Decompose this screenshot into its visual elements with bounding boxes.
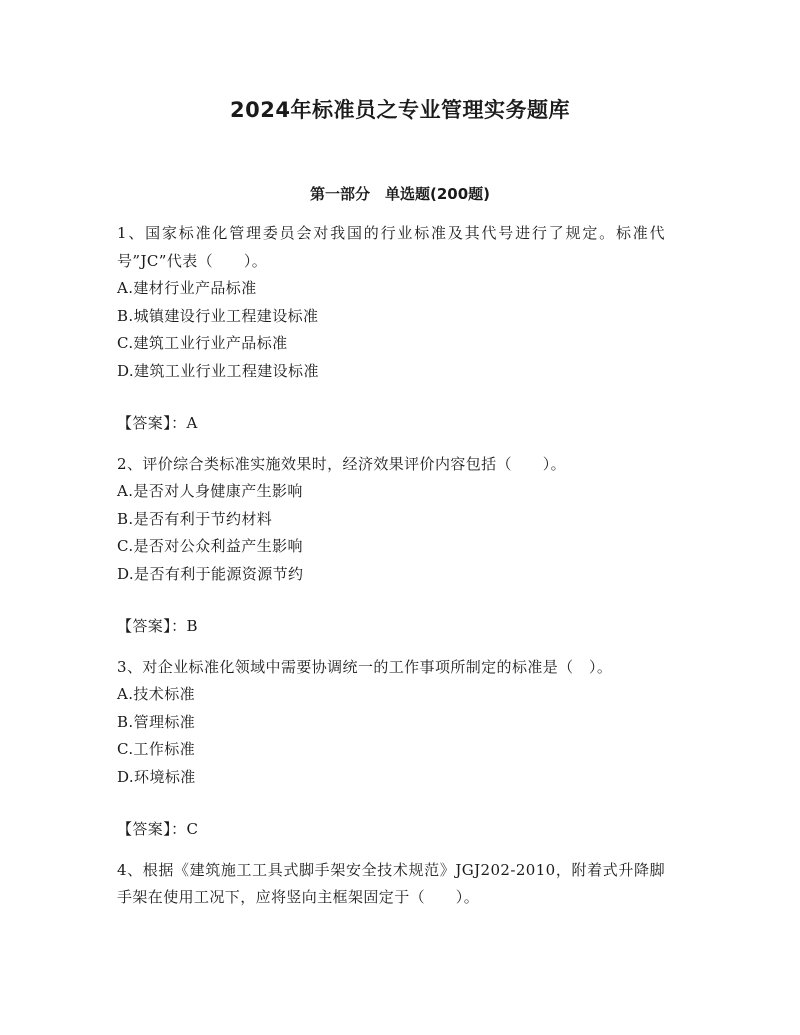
question-option: D.建筑工业行业工程建设标准	[117, 361, 319, 380]
question-option: B.是否有利于节约材料	[117, 509, 273, 528]
question-stem: 1、国家标准化管理委员会对我国的行业标准及其代号进行了规定。标准代号”JC”代表（ ）。	[117, 224, 665, 270]
question-option: B.管理标准	[117, 712, 196, 731]
answer-label: 【答案】：	[117, 820, 187, 838]
question-option: A.建材行业产品标准	[117, 279, 257, 297]
answer-label: 【答案】：	[117, 414, 187, 432]
question-option: D.环境标准	[117, 767, 196, 786]
section-title: 第一部分 单选题(200题)	[309, 185, 491, 203]
answer-value: B	[186, 617, 198, 635]
question-option: C.工作标准	[117, 740, 196, 758]
question-stem: 2、评价综合类标准实施效果时，经济效果评价内容包括（ ）。	[117, 454, 567, 473]
question-option: D.是否有利于能源资源节约	[117, 564, 304, 583]
answer-line	[117, 410, 665, 438]
question-item	[117, 220, 665, 438]
answer-label: 【答案】：	[117, 617, 187, 635]
answer-value: C	[186, 820, 199, 838]
question-option: C.是否对公众利益产生影响	[117, 537, 303, 555]
document-title: 2024年标准员之专业管理实务题库	[230, 98, 570, 122]
question-list	[117, 220, 665, 912]
question-option: A.技术标准	[117, 685, 196, 703]
question-item	[117, 451, 665, 641]
question-option: A.是否对人身健康产生影响	[117, 482, 303, 500]
question-item	[117, 857, 665, 912]
question-option: C.建筑工业行业产品标准	[117, 334, 288, 352]
question-item	[117, 654, 665, 844]
question-stem: 4、根据《建筑施工工具式脚手架安全技术规范》JGJ202-2010，附着式升降脚手架在使用工况下，应将竖向主框架固定于（ ）。	[117, 860, 665, 906]
answer-value: A	[186, 414, 198, 432]
answer-line	[117, 816, 665, 844]
question-option: B.城镇建设行业工程建设标准	[117, 306, 319, 325]
question-stem: 3、对企业标准化领域中需要协调统一的工作事项所制定的标准是（ ）。	[117, 657, 613, 676]
answer-line	[117, 613, 665, 641]
